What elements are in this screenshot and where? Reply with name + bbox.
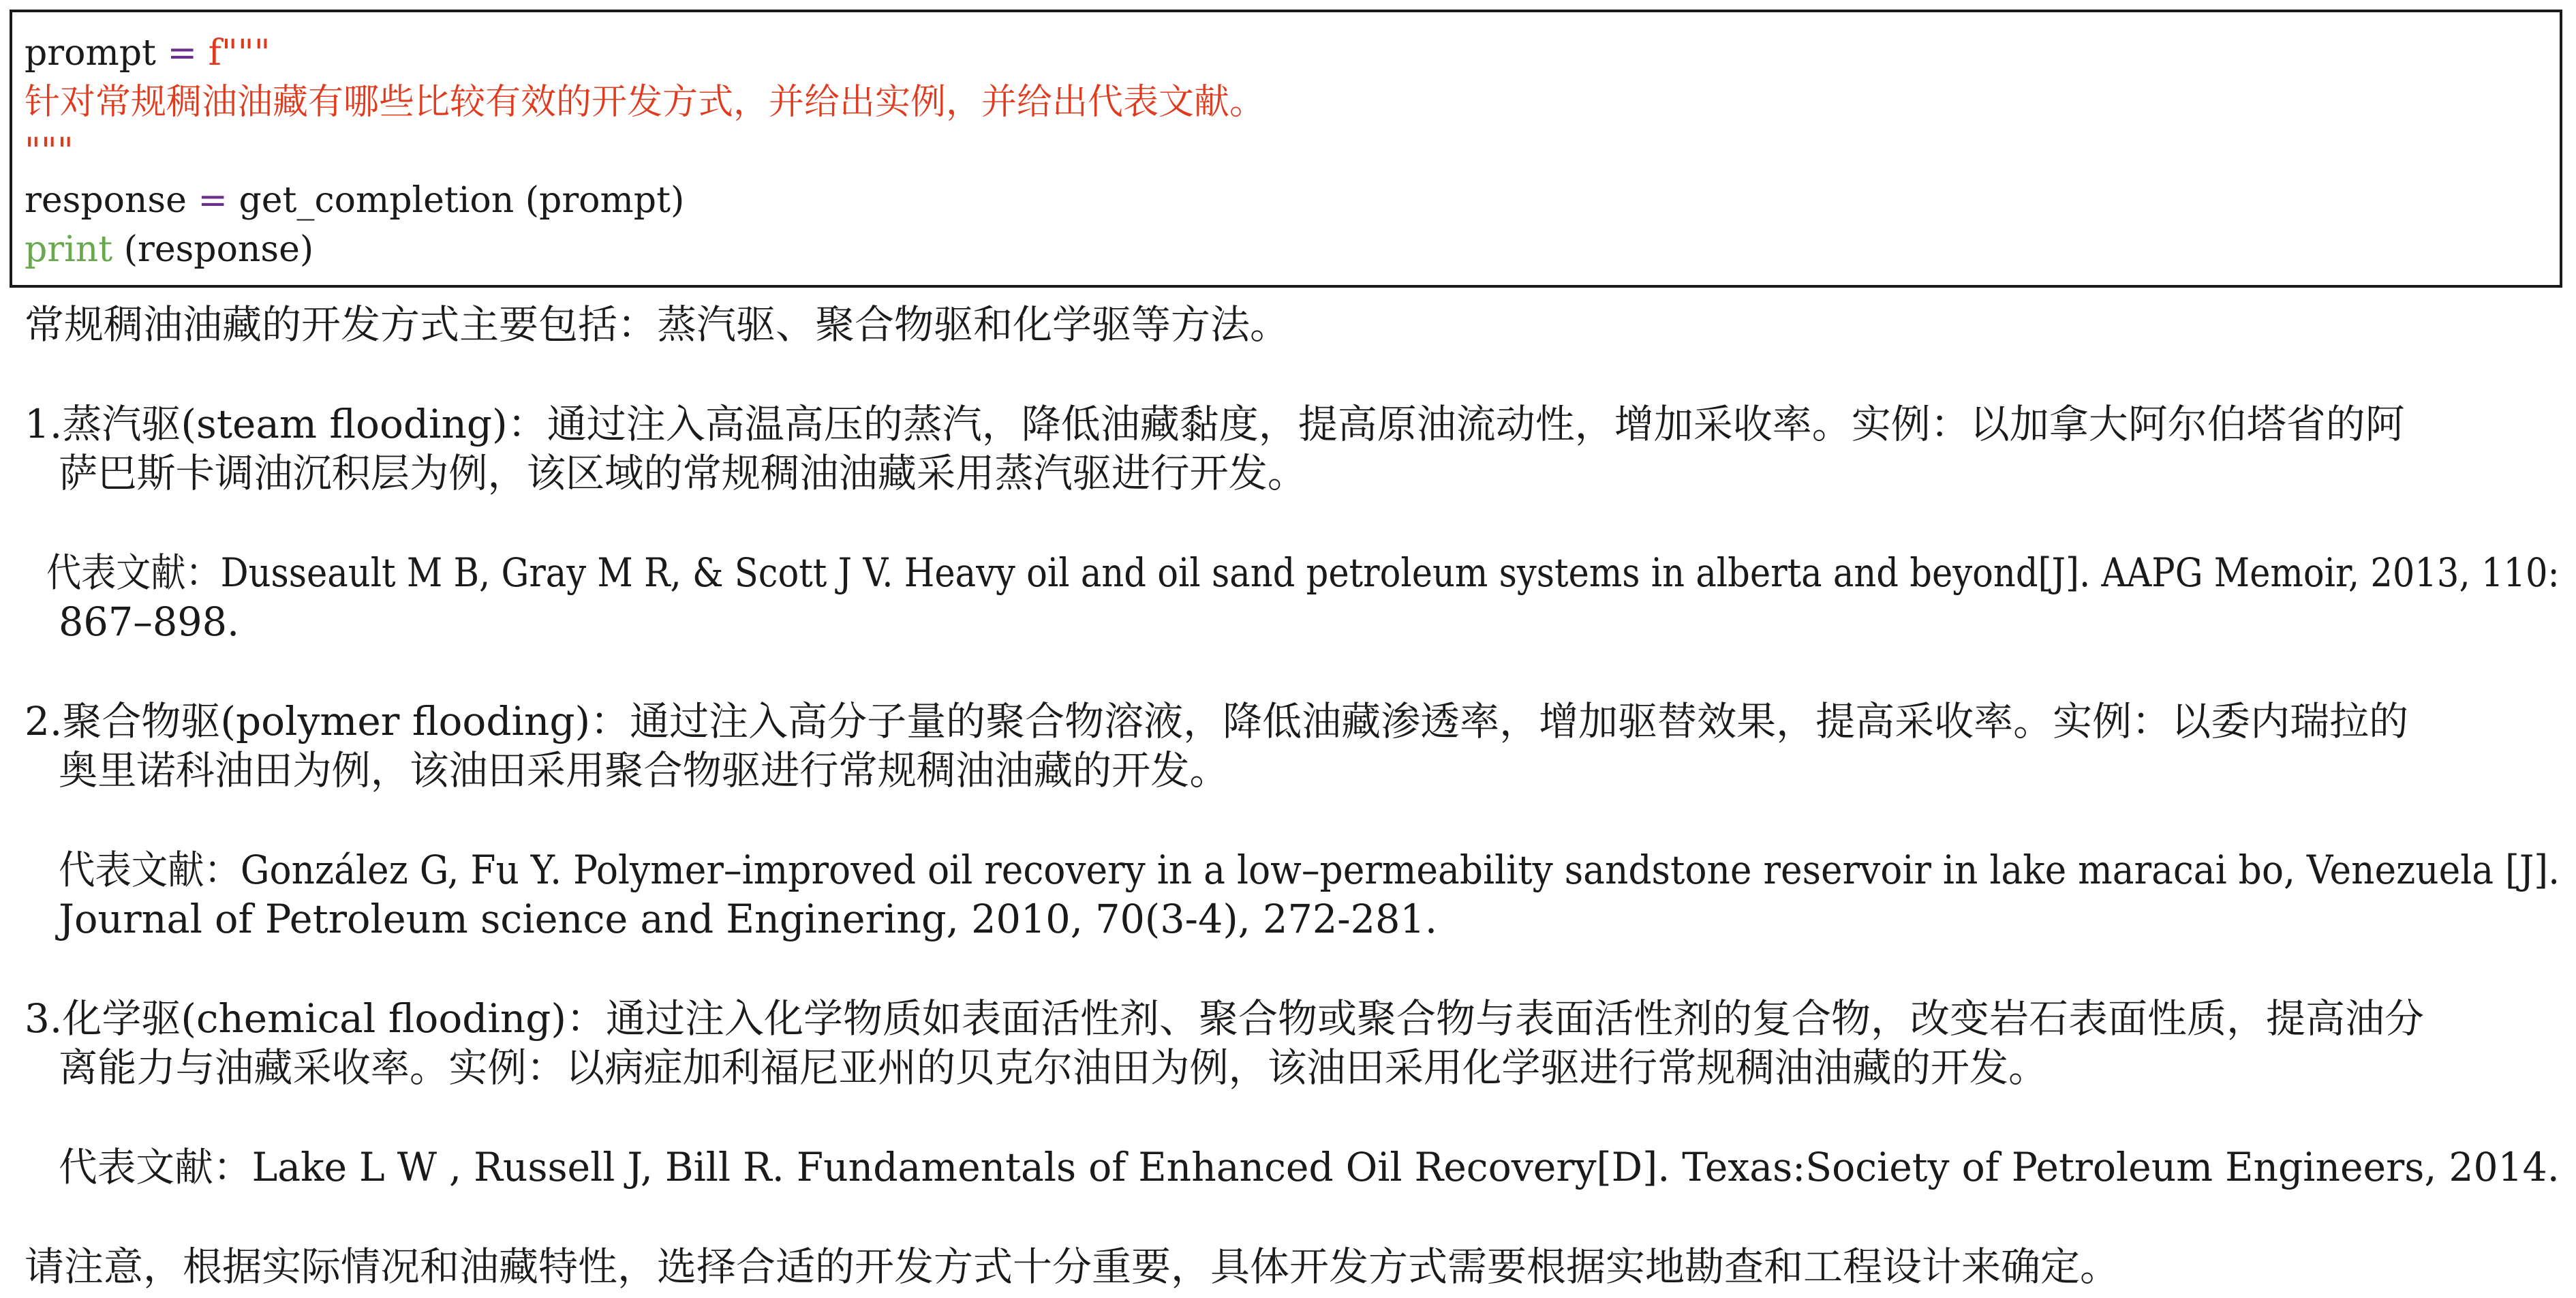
fstring-close: """ xyxy=(25,131,74,172)
fstring-open: f""" xyxy=(208,33,271,74)
print-builtin: print xyxy=(25,229,113,270)
ref1-line1: 代表文献：Dusseault M B, Gray M R, & Scott J V. Heavy oil and oil sand petroleum systems in alberta and beyond[J]. AAPG Memoir, 2013, 110: xyxy=(46,549,2560,596)
intro-text: 常规稠油油藏的开发方式主要包括：蒸汽驱、聚合物驱和化学驱等方法。 xyxy=(25,301,1290,348)
ref2-line2: Journal of Petroleum science and Enginering, 2010, 70(3-4), 272-281. xyxy=(59,896,1438,942)
item1-line2: 萨巴斯卡调油沉积层为例，该区域的常规稠油油藏采用蒸汽驱进行开发。 xyxy=(59,450,1307,496)
prompt-text: 针对常规稠油油藏有哪些比较有效的开发方式，并给出实例，并给出代表文献。 xyxy=(25,82,1266,123)
item3-line2: 离能力与油藏采收率。实例：以病症加利福尼亚州的贝克尔油田为例，该油田采用化学驱进行常规稠油油藏的开发。 xyxy=(59,1044,2048,1091)
item1-line1: 1.蒸汽驱(steam flooding)：通过注入高温高压的蒸汽，降低油藏黏度，提高原油流动性，增加采收率。实例：以加拿大阿尔伯塔省的阿 xyxy=(25,401,2405,447)
code-cell[interactable] xyxy=(10,10,2562,288)
item3-line1: 3.化学驱(chemical flooding)：通过注入化学物质如表面活性剂、聚合物或聚合物与表面活性剂的复合物，改变岩石表面性质，提高油分 xyxy=(25,995,2425,1042)
item2-line2: 奥里诺科油田为例，该油田采用聚合物驱进行常规稠油油藏的开发。 xyxy=(59,747,1229,794)
code-line-prompt xyxy=(25,29,2560,78)
code-line-print xyxy=(25,225,2560,274)
completion-call: get_completion (prompt) xyxy=(239,180,685,221)
ref1-line2: 867–898. xyxy=(59,599,240,645)
assign-operator: = xyxy=(155,33,209,74)
assign-operator: = xyxy=(186,180,239,221)
response-variable: response xyxy=(25,180,187,221)
code-line-response xyxy=(25,176,2560,225)
prompt-variable: prompt xyxy=(25,33,156,74)
ref3-line1: 代表文献：Lake L W , Russell J, Bill R. Fundamentals of Enhanced Oil Recovery[D]. Texas:Society of Petroleum Engineers, 2014. xyxy=(59,1144,2560,1190)
item2-line1: 2.聚合物驱(polymer flooding)：通过注入高分子量的聚合物溶液，降低油藏渗透率，增加驱替效果，提高采收率。实例：以委内瑞拉的 xyxy=(25,698,2409,744)
closing-note: 请注意，根据实际情况和油藏特性，选择合适的开发方式十分重要，具体开发方式需要根据实地勘查和工程设计来确定。 xyxy=(25,1243,2120,1290)
print-args: (response) xyxy=(112,229,314,270)
ref2-line1: 代表文献：González G, Fu Y. Polymer–improved oil recovery in a low–permeability sandstone reservoir in lake maracai bo, Venezuela [J]. xyxy=(59,847,2560,893)
